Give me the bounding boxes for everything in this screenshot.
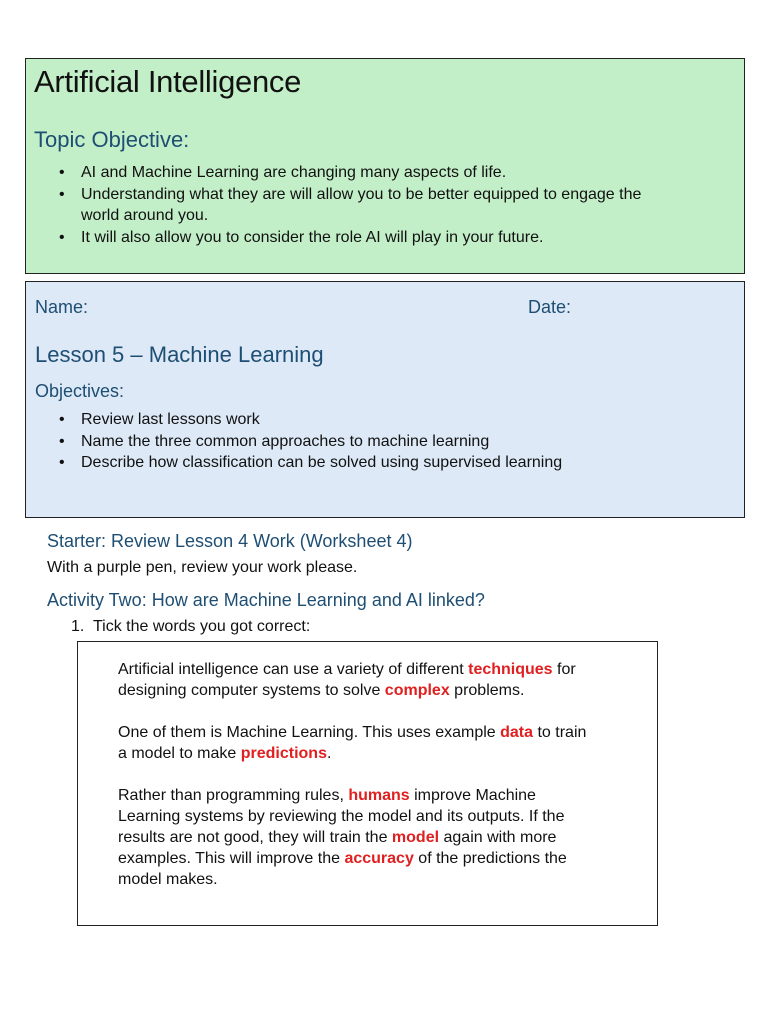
objectives-heading: Objectives:: [35, 381, 125, 401]
answer-text-span: Learning systems by reviewing the model and its outputs. If the: [118, 808, 565, 825]
topic-objective-list: [57, 162, 641, 248]
answer-keyword: model: [391, 829, 440, 846]
answer-text: [118, 659, 638, 911]
starter-heading: Starter: Review Lesson 4 Work (Worksheet 4): [47, 531, 413, 551]
topic-objective-item: • AI and Machine Learning are changing many aspects of life.: [57, 162, 641, 184]
answer-text-span: .: [326, 745, 332, 762]
answer-text-span: problems.: [449, 682, 525, 699]
lesson-objective-item: • Describe how classification can be solved using supervised learning: [57, 452, 562, 474]
lesson-objectives-list: [57, 409, 562, 474]
answer-text-span: Artificial intelligence can use a variety of different: [118, 661, 469, 678]
answer-text-span: results are not good, they will train the: [118, 829, 392, 846]
activity-step-text: Tick the words you got correct:: [93, 618, 311, 635]
answer-text-span: to train: [533, 724, 587, 741]
answer-text-span: of the predictions the: [413, 850, 567, 867]
answer-keyword: predictions: [240, 745, 327, 762]
answer-text-span: Rather than programming rules,: [118, 787, 349, 804]
date-label: Date:: [528, 297, 572, 317]
answer-text-span: a model to make: [118, 745, 241, 762]
answer-text-span: examples. This will improve the: [118, 850, 345, 867]
activity-two-heading: Activity Two: How are Machine Learning and AI linked?: [47, 590, 485, 610]
answer-text-span: improve Machine: [409, 787, 536, 804]
answer-keyword: techniques: [468, 661, 553, 678]
answer-keyword: data: [500, 724, 534, 741]
page-title: Artificial Intelligence: [34, 64, 302, 99]
answer-keyword: accuracy: [344, 850, 414, 867]
answer-paragraph: [118, 659, 638, 701]
answer-paragraph: [118, 722, 638, 764]
topic-objective-item: [57, 184, 641, 227]
answer-text-span: for: [552, 661, 576, 678]
answer-text-span: One of them is Machine Learning. This uses example: [118, 724, 501, 741]
name-label: Name:: [35, 297, 89, 317]
answer-keyword: complex: [384, 682, 450, 699]
answer-keyword: humans: [348, 787, 410, 804]
answer-text-span: again with more: [439, 829, 557, 846]
lesson-objective-item: • Name the three common approaches to machine learning: [57, 431, 562, 453]
lesson-title: Lesson 5 – Machine Learning: [35, 342, 324, 367]
topic-objective-heading: Topic Objective:: [34, 127, 190, 152]
topic-objective-item: • It will also allow you to consider the role AI will play in your future.: [57, 227, 641, 249]
topic-objective-line: world around you.: [81, 207, 209, 224]
topic-objective-line: Understanding what they are will allow you to be better equipped to engage the: [81, 185, 642, 203]
answer-text-span: model makes.: [118, 871, 218, 888]
answer-paragraph: [118, 785, 638, 890]
answer-text-span: designing computer systems to solve: [118, 682, 385, 699]
activity-step-number: 1.: [71, 618, 85, 635]
lesson-objective-item: • Review last lessons work: [57, 409, 562, 431]
starter-instruction: With a purple pen, review your work please.: [47, 559, 358, 576]
lesson-panel: [25, 281, 745, 518]
